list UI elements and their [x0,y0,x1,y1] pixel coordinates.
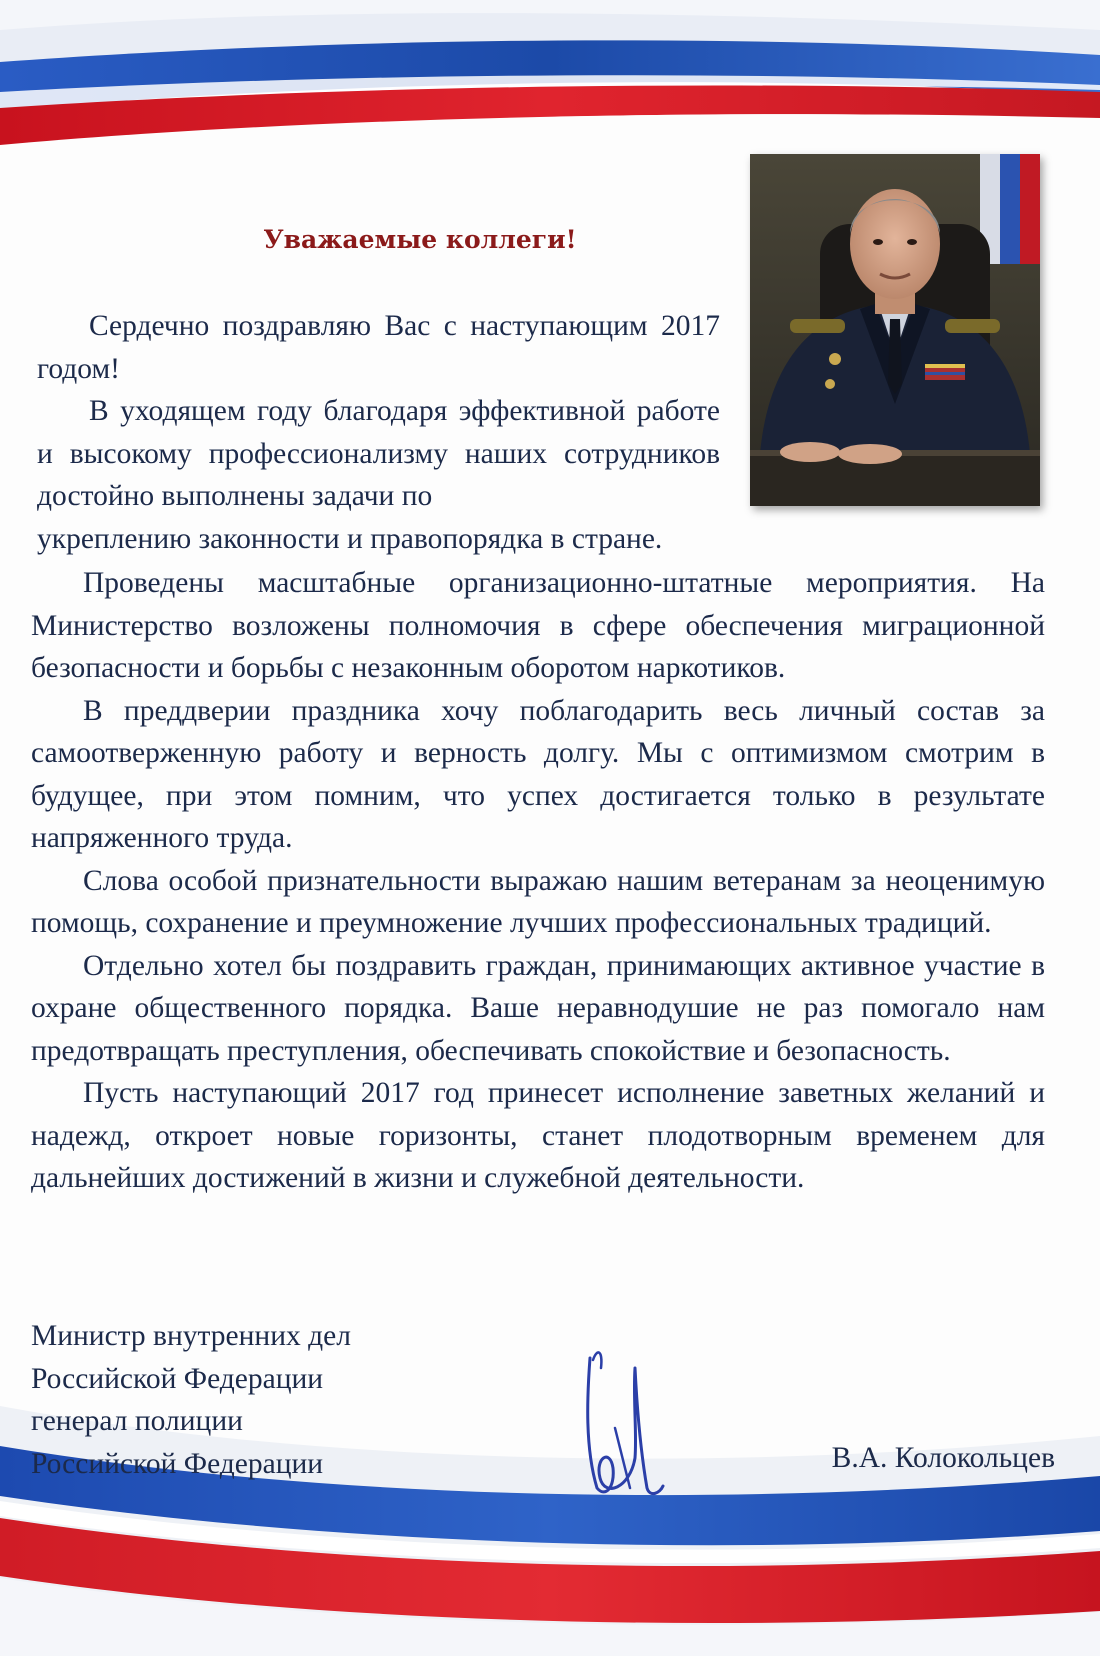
portrait-photo [750,154,1040,506]
intro-paragraph-2: В уходящем году благодаря эффективной работе и высокому профессионализму наших сотрудников достойно выполнены задачи по [37,395,720,512]
body-paragraph-3: Слова особой признательности выражаю нашим ветеранам за неоценимую помощь, сохранение и преумножение лучших профессиональных традиций. [31,864,1045,939]
handwritten-signature [575,1338,675,1508]
body-paragraph-2: В преддверии праздника хочу поблагодарить весь личный состав за самоотверженную работу и верность долгу. Мы с оптимизмом смотрим в будущее, при этом помним, что успех достигается только в результате напряженного труда. [31,694,1045,854]
body-paragraph-4: Отдельно хотел бы поздравить граждан, принимающих активное участие в охране общественного порядка. Ваше неравнодушие не раз помогало нам предотвращать преступления, обеспечивать спокойствие и безопасность. [31,949,1045,1067]
signer-title-line: Российской Федерации [31,1362,324,1395]
intro-paragraphs [37,305,720,518]
signer-name: В.А. Колокольцев [831,1442,1055,1474]
intro-paragraph-1: Сердечно поздравляю Вас с наступающим 2017 годом! [37,310,720,385]
signer-title-line: Министр внутренних дел [31,1320,351,1352]
body-paragraph-1: Проведены масштабные организационно-штатные мероприятия. На Министерство возложены полномочия в сфере обеспечения миграционной безопасности и борьбы с незаконным оборотом наркотиков. [31,567,1045,684]
intro-paragraph-2-end: укреплению законности и правопорядка в стране. [37,523,663,555]
signer-title-line: генерал полиции [31,1405,243,1437]
greeting-heading: Уважаемые коллеги! [263,225,577,254]
body-paragraph-5: Пусть наступающий 2017 год принесет исполнение заветных желаний и надежд, откроет новые горизонты, станет плодотворным временем для дальнейших достижений в жизни и служебной деятельности. [31,1077,1045,1194]
main-paragraphs [31,562,1045,1200]
signer-title-line: Российской Федерации [31,1447,324,1480]
top-flag-ribbon [0,0,1100,170]
portrait-image [750,154,1040,506]
signer-title-block [31,1315,351,1485]
